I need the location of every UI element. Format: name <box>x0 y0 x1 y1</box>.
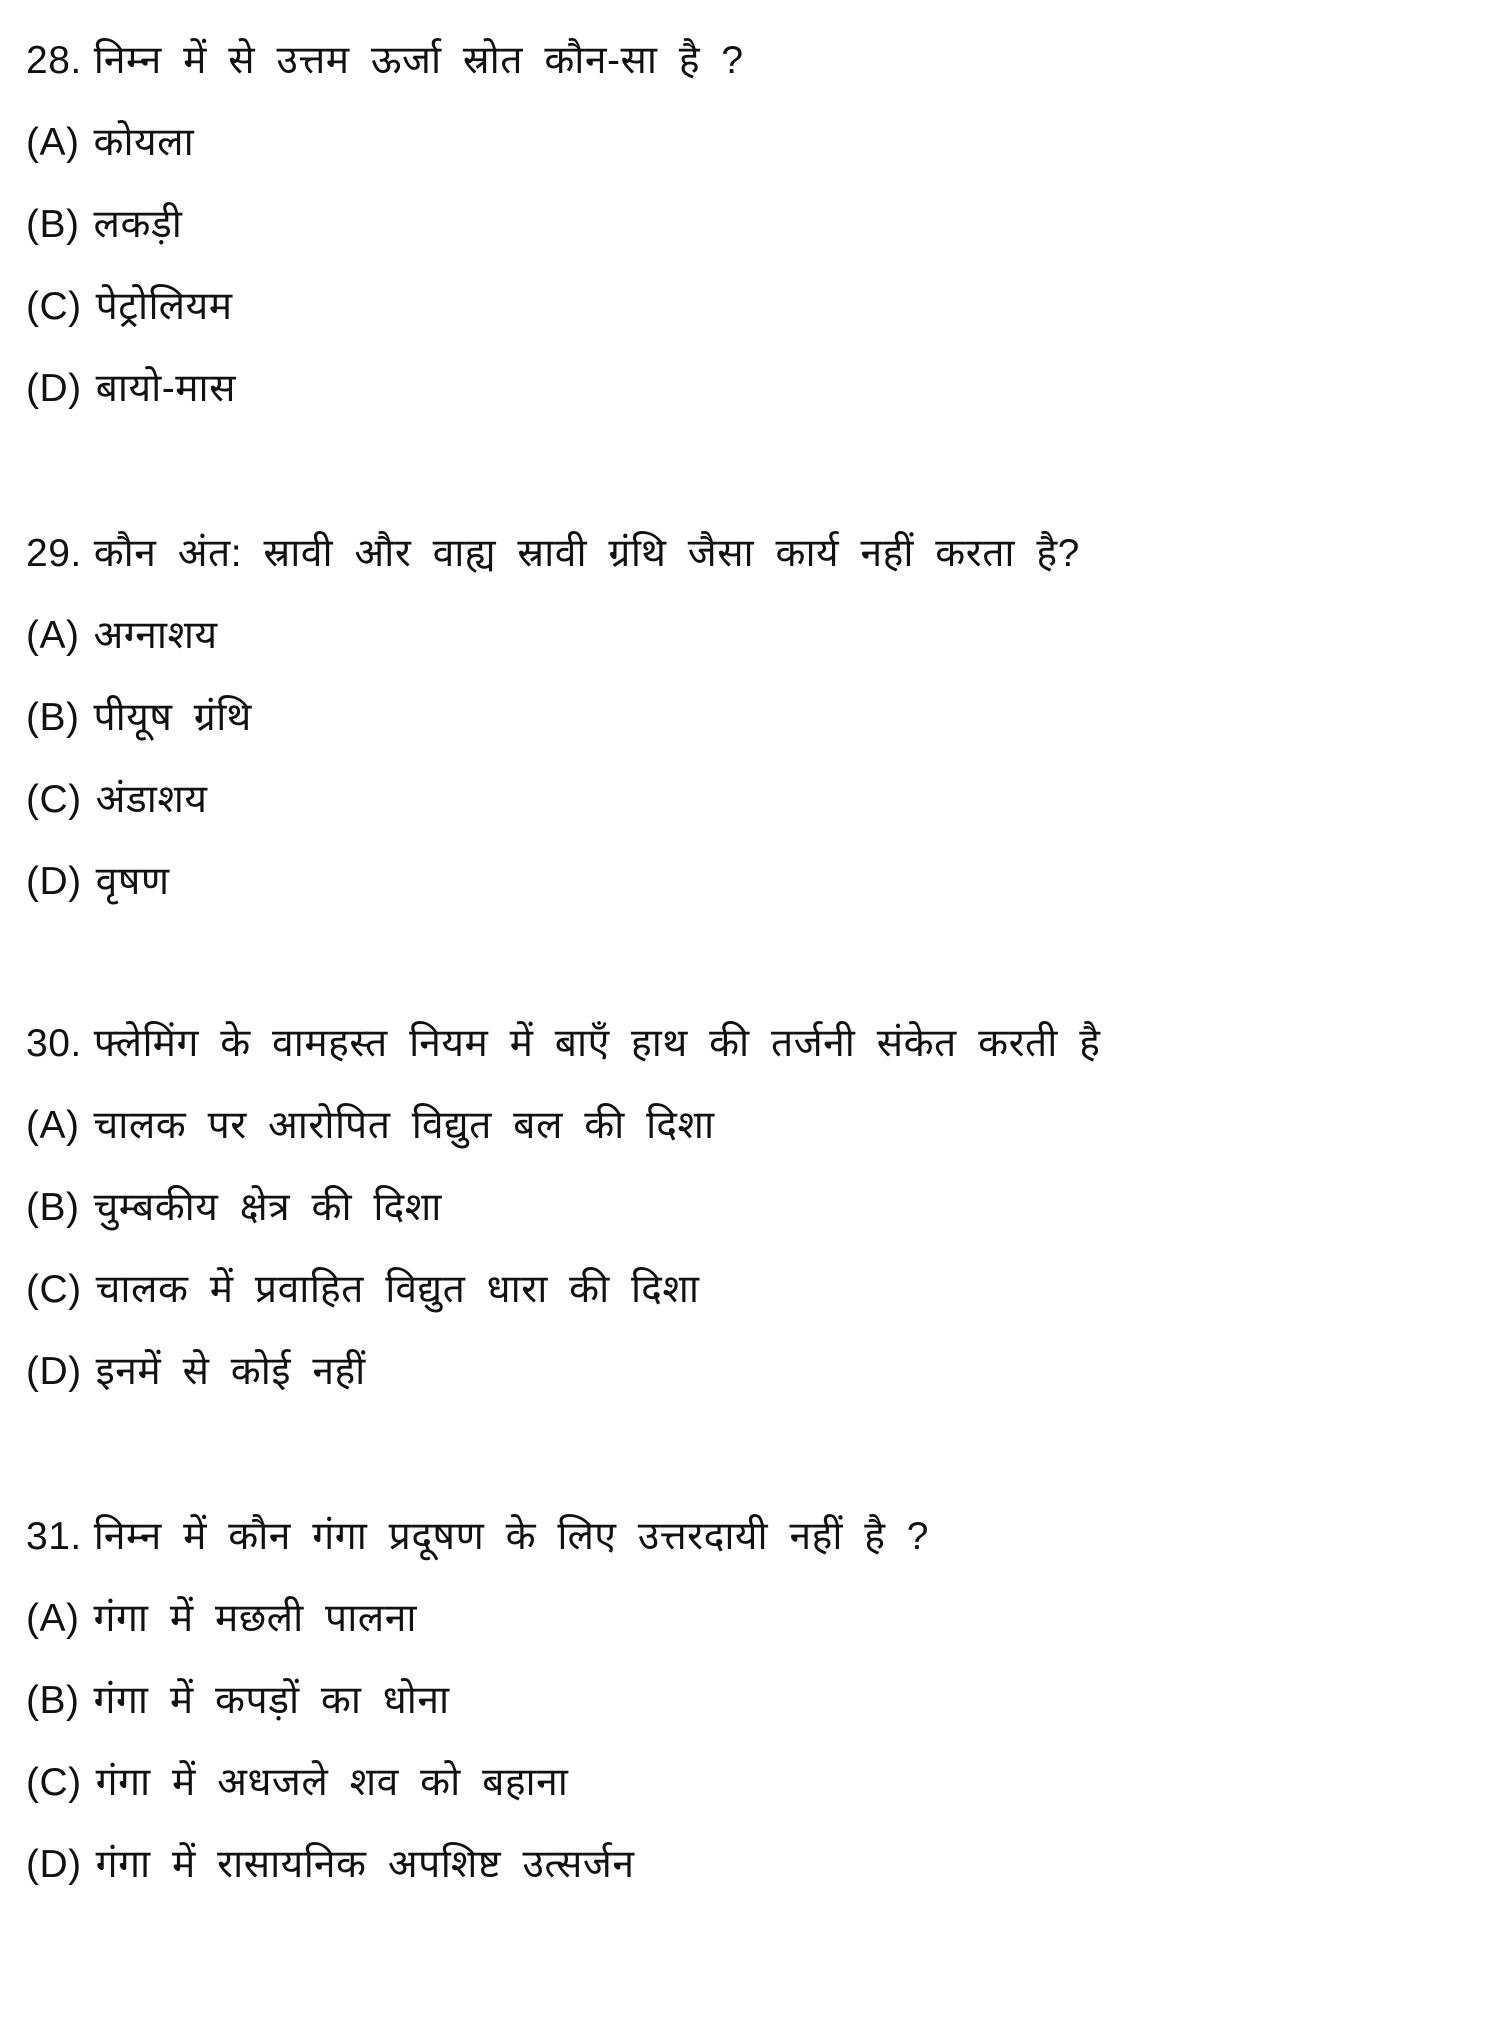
question-text-line <box>26 31 744 91</box>
question-number: 30. <box>26 1022 82 1065</box>
option-b[interactable] <box>26 1178 442 1238</box>
option-text: लकड़ी <box>93 203 183 246</box>
option-text: इनमें से कोई नहीं <box>95 1350 366 1393</box>
option-a[interactable] <box>26 113 194 173</box>
option-text: चुम्बकीय क्षेत्र की दिशा <box>93 1186 442 1229</box>
option-label: (C) <box>26 285 82 328</box>
question-text-line <box>26 1507 929 1567</box>
option-c[interactable] <box>26 277 233 337</box>
option-label: (D) <box>26 1843 82 1886</box>
option-text: पीयूष ग्रंथि <box>93 696 252 739</box>
question-text: निम्न में कौन गंगा प्रदूषण के लिए उत्तरदायी नहीं है ? <box>93 1515 930 1558</box>
question-text: निम्न में से उत्तम ऊर्जा स्रोत कौन-सा है ? <box>93 39 744 82</box>
option-label: (D) <box>26 367 82 410</box>
option-label: (A) <box>26 121 80 164</box>
option-label: (A) <box>26 614 80 657</box>
option-label: (C) <box>26 1761 82 1804</box>
option-a[interactable] <box>26 1096 715 1156</box>
option-label: (C) <box>26 1268 82 1311</box>
option-b[interactable] <box>26 195 182 255</box>
option-text: वृषण <box>95 860 170 903</box>
option-text: चालक पर आरोपित विद्युत बल की दिशा <box>93 1104 715 1147</box>
option-c[interactable] <box>26 770 208 830</box>
option-label: (B) <box>26 1679 80 1722</box>
question-text: कौन अंत: स्रावी और वाह्य स्रावी ग्रंथि जैसा कार्य नहीं करता है? <box>93 532 1080 575</box>
question-number: 29. <box>26 532 82 575</box>
option-label: (D) <box>26 1350 82 1393</box>
option-text: गंगा में अधजले शव को बहाना <box>95 1761 569 1804</box>
option-text: गंगा में मछली पालना <box>93 1597 417 1640</box>
option-text: बायो-मास <box>95 367 237 410</box>
question-number: 28. <box>26 39 82 82</box>
option-text: अग्नाशय <box>93 614 218 657</box>
option-text: अंडाशय <box>95 778 208 821</box>
option-label: (B) <box>26 203 80 246</box>
option-c[interactable] <box>26 1260 699 1320</box>
option-label: (B) <box>26 1186 80 1229</box>
option-b[interactable] <box>26 688 252 748</box>
option-text: कोयला <box>93 121 195 164</box>
option-text: चालक में प्रवाहित विद्युत धारा की दिशा <box>95 1268 700 1311</box>
option-label: (C) <box>26 778 82 821</box>
option-a[interactable] <box>26 1589 417 1649</box>
option-label: (A) <box>26 1597 80 1640</box>
option-d[interactable] <box>26 852 170 912</box>
option-d[interactable] <box>26 359 236 419</box>
option-b[interactable] <box>26 1671 450 1731</box>
option-text: गंगा में कपड़ों का धोना <box>93 1679 450 1722</box>
question-number: 31. <box>26 1515 82 1558</box>
option-label: (B) <box>26 696 80 739</box>
option-label: (D) <box>26 860 82 903</box>
question-text-line <box>26 1014 1100 1074</box>
option-text: पेट्रोलियम <box>95 285 233 328</box>
option-d[interactable] <box>26 1835 634 1895</box>
option-text: गंगा में रासायनिक अपशिष्ट उत्सर्जन <box>95 1843 635 1886</box>
question-text-line <box>26 524 1080 584</box>
option-label: (A) <box>26 1104 80 1147</box>
option-c[interactable] <box>26 1753 568 1813</box>
option-d[interactable] <box>26 1342 366 1402</box>
question-text: फ्लेमिंग के वामहस्त नियम में बाएँ हाथ की तर्जनी संकेत करती है <box>93 1022 1101 1065</box>
option-a[interactable] <box>26 606 218 666</box>
